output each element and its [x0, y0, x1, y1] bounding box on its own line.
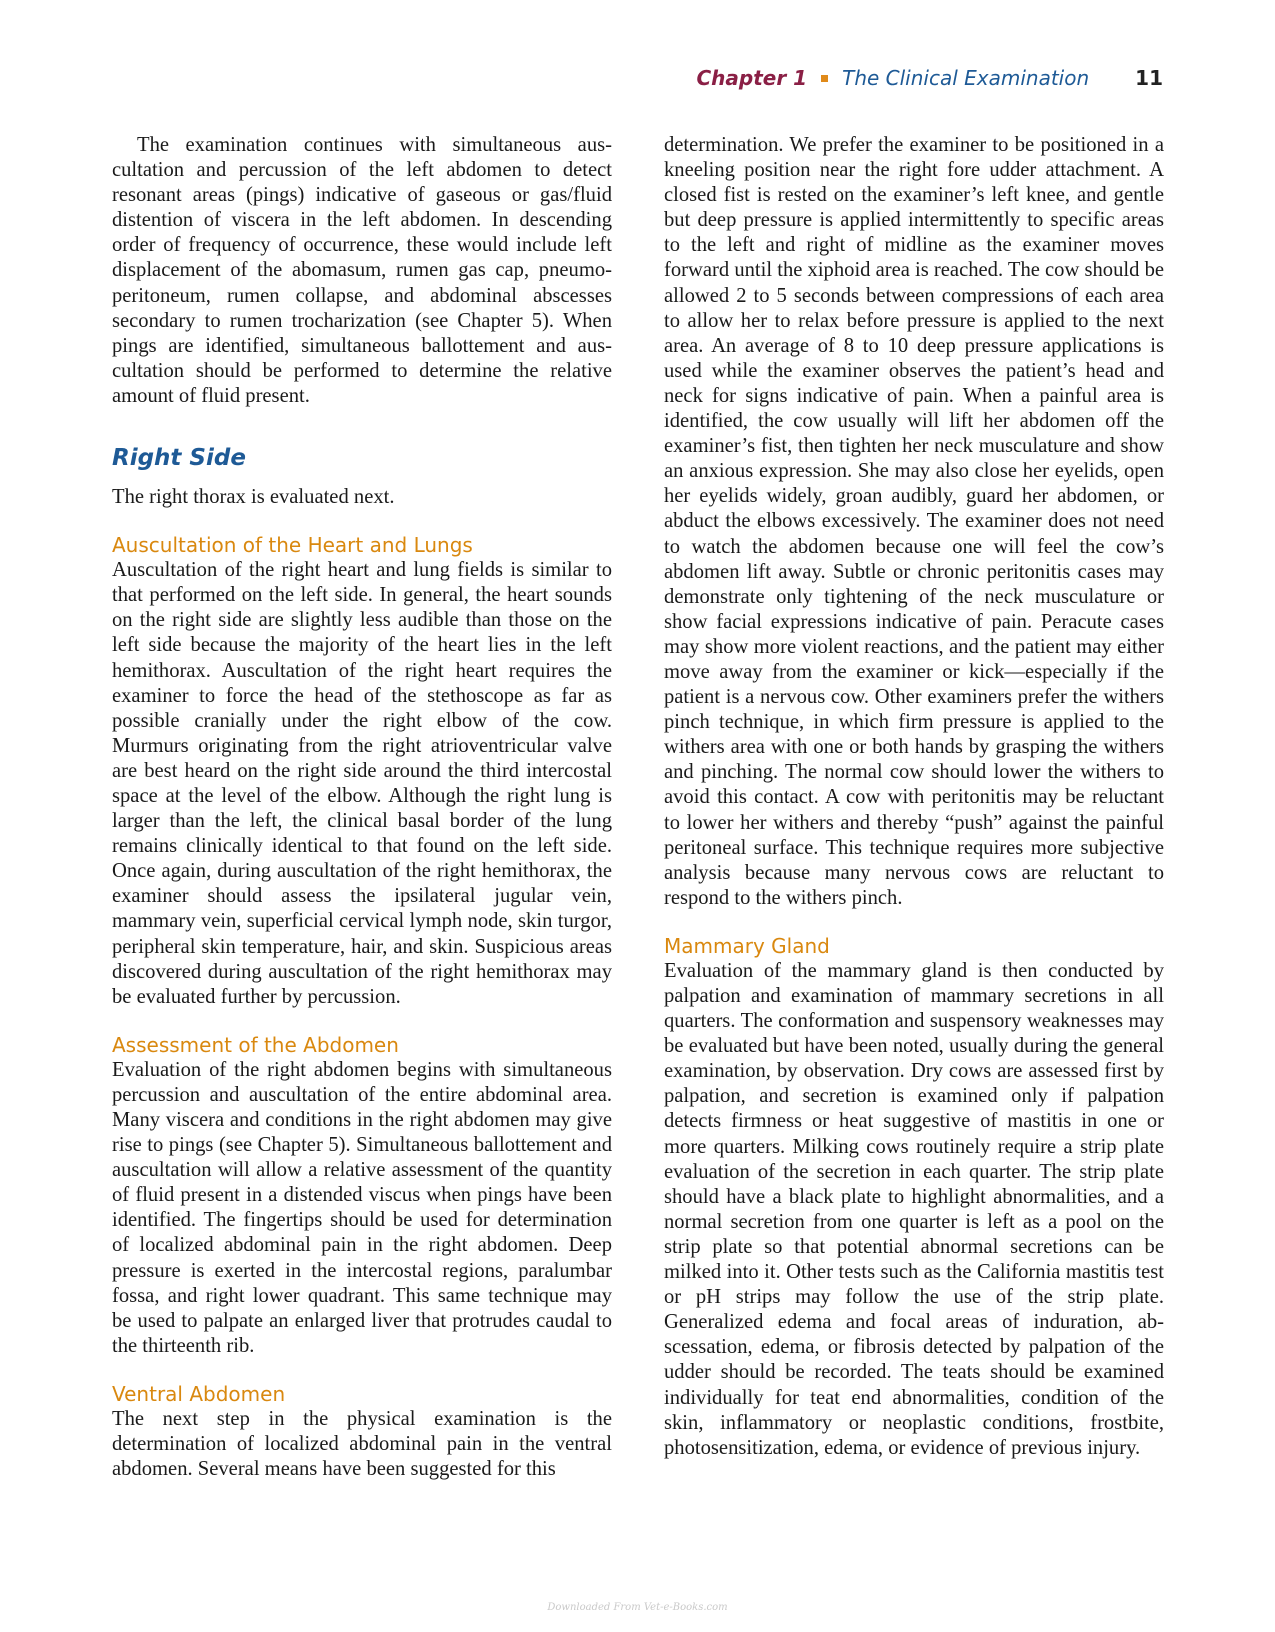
download-watermark: Downloaded From Vet-e-Books.com [547, 1602, 728, 1613]
left-column [112, 133, 612, 1482]
page-number: 11 [1135, 66, 1163, 90]
abdomen-paragraph: Evaluation of the right abdomen begins with simultaneous percussion and auscultation of the entire abdominal area. Many viscera and conditions in the right abdomen may give rise to pings (see Chapter 5). Simultaneous ballottement and auscultation will allow a relative assessment of the quantity of fluid present in a distended viscus when pings have been identified. The fingertips should be used for determination of localized abdominal pain in the right abdomen. Deep pressure is exerted in the intercostal regions, paralumbar fossa, and right lower quadrant. This same technique may be used to palpate an enlarged liver that protrudes caudal to the thirteenth rib. [112, 1058, 612, 1357]
continued-paragraph: determination. We prefer the examiner to be positioned in a kneeling position near the right fore udder attachment. A closed fist is rested on the examiner’s left knee, and gentle but deep pressure is applied intermittently to specific areas to the left and right of midline as the examiner moves forward until the xiphoid area is reached. The cow should be allowed 2 to 5 seconds between compressions of each area to allow her to relax before pressure is applied to the next area. An average of 8 to 10 deep pressure applications is used while the examiner observes the patient’s head and neck for signs indicative of pain. When a painful area is identified, the cow usually will lift her abdomen off the examiner’s fist, then tighten her neck musculature and show an anxious expression. She may also close her eyelids, open her eyelids widely, groan audibly, guard her abdomen, or abduct the elbows excessively. The examiner does not need to watch the abdomen because one will feel the cow’s abdomen lift away. Subtle or chronic peritonitis cases may demonstrate only tightening of the neck musculature or show facial expressions indicative of pain. Peracute cases may show more violent reactions, and the patient may either move away from the examiner or kick—especially if the patient is a nervous cow. Other examiners prefer the withers pinch technique, in which firm pressure is applied to the withers area with one or both hands by grasping the withers and pinching. The normal cow should lower the withers to avoid this contact. A cow with peritonitis may be reluctant to lower her withers and thereby “push” against the painful peritoneal surface. This technique requires more subjective analysis because many nervous cows are reluctant to respond to the withers pinch. [664, 134, 1165, 909]
section-heading-right-side: Right Side [112, 445, 246, 472]
heart-lungs-paragraph: Auscultation of the right heart and lung fields is similar to that performed on the left side. In general, the heart sounds on the right side are slightly less audible than those on the left side because the majority of the heart lies in the left hemithorax. Auscultation of the right heart requires the examiner to force the head of the stethoscope as far as possible cranially under the right elbow of the cow. Murmurs originating from the right atrioventricular valve are best heard on the right side around the third intercostal space at the level of the elbow. Although the right lung is larger than the left, the clinical basal border of the lung remains clinically identical to that found on the left side. Once again, during auscultation of the right hemithorax, the examiner should assess the ipsilateral jugular vein, mammary vein, superficial cervical lymph node, skin turgor, peripheral skin temperature, hair, and skin. Suspicious areas discovered during auscultation of the right hemithorax may be evaluated further by percussion. [112, 559, 612, 1008]
subsection-heading-heart-lungs: Auscultation of the Heart and Lungs [112, 533, 473, 558]
right-column [664, 133, 1164, 1461]
subsection-heading-mammary-gland: Mammary Gland [664, 933, 830, 958]
running-head-separator [821, 75, 828, 82]
running-head-chapter: Chapter 1 [696, 66, 808, 90]
running-head-title: The Clinical Examination [842, 66, 1090, 90]
section-intro-paragraph: The right thorax is evaluated next. [112, 486, 395, 509]
running-head [697, 66, 1164, 90]
ventral-abdomen-paragraph: The next step in the physical examination is the determination of localized abdominal pain in the ventral abdomen. Several means have been suggested for this [112, 1407, 612, 1481]
intro-paragraph: The examination continues with simultaneous auscultation and percussion of the left abdomen to detect resonant areas (pings) indicative of gaseous or gas/fluid distention of viscera in the left abdomen. In descending order of frequency of occurrence, these would include left displacement of the abomasum, rumen gas cap, pneumoperitoneum, rumen collapse, and abdominal abscesses secondary to rumen trocharization (see Chapter 5). When pings are identified, simultaneous ballottement and auscultation should be performed to determine the relative amount of fluid present. [112, 134, 612, 407]
subsection-heading-ventral-abdomen: Ventral Abdomen [112, 1381, 286, 1406]
mammary-gland-paragraph: Evaluation of the mammary gland is then conducted by palpation and examination of mammary secretions in all quarters. The conformation and suspensory weaknesses may be evaluated but have been noted, usually during the general examination, by observation. Dry cows are assessed first by palpation, and secretion is examined only if palpation detects firmness or heat suggestive of mastitis in one or more quarters. Milking cows routinely require a strip plate evaluation of the secretion in each quarter. The strip plate should have a black plate to highlight abnormalities, and a normal secretion from one quarter is left as a pool on the strip plate so that potential abnormal secretions can be milked into it. Other tests such as the California mastitis test or pH strips may follow the use of the strip plate. Generalized edema and focal areas of induration, abscessation, edema, or fibrosis detected by palpation of the udder should be recorded. The teats should be examined individually for teat end abnormalities, condition of the skin, inflammatory or neoplastic conditions, frostbite, photosensitization, edema, or evidence of previous injury. [664, 959, 1164, 1459]
subsection-heading-abdomen: Assessment of the Abdomen [112, 1032, 399, 1057]
